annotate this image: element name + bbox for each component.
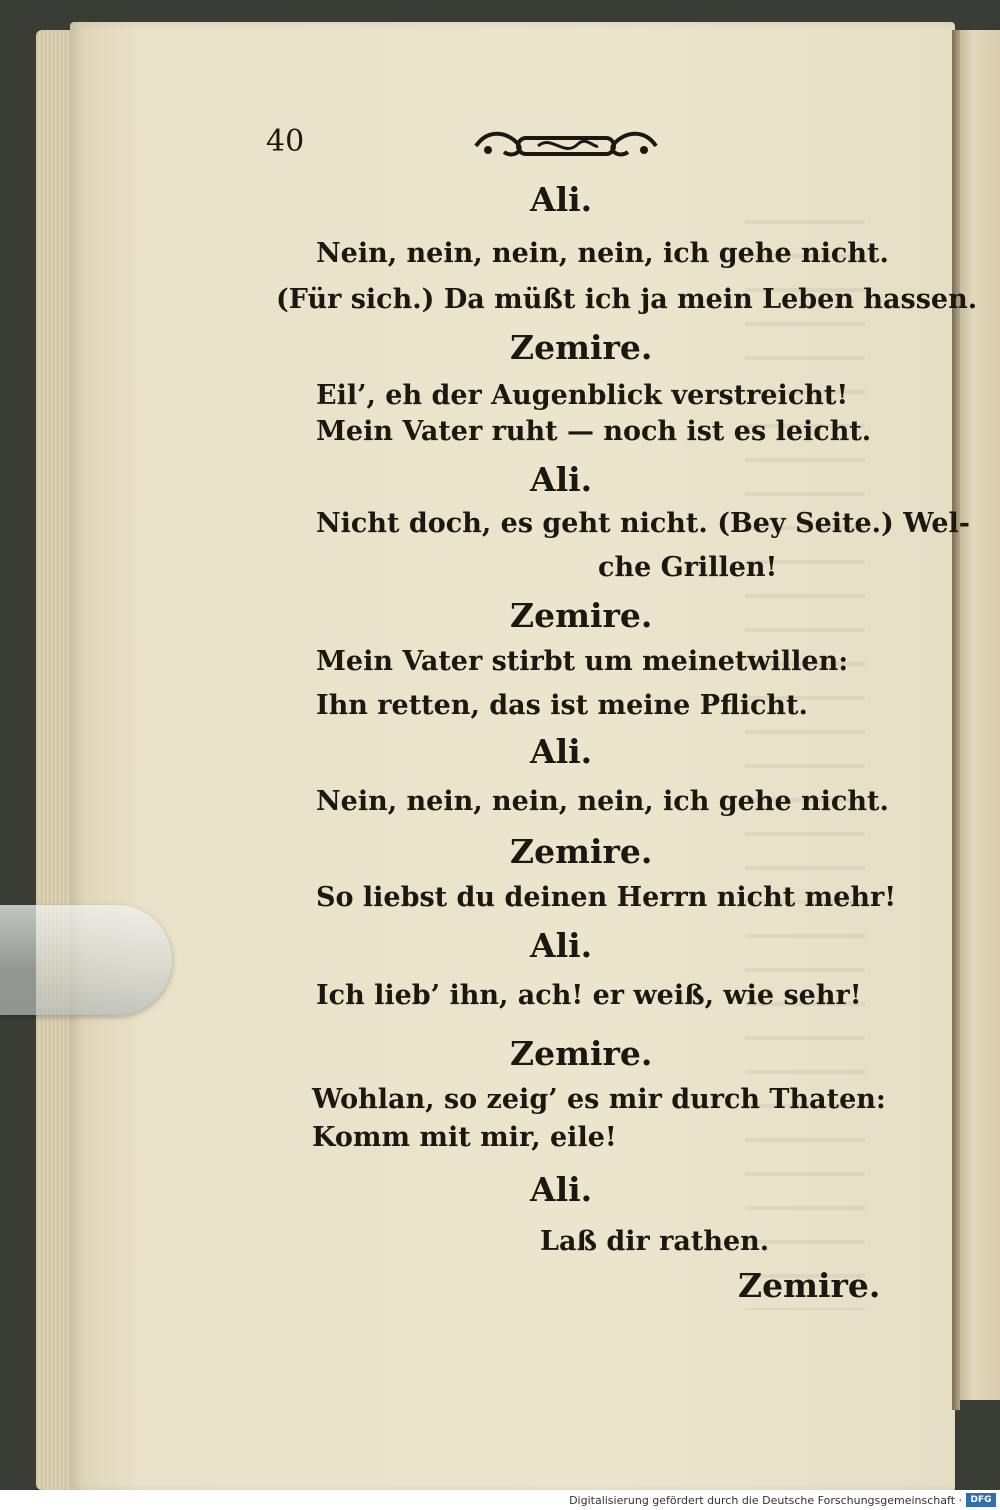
speaker-name: Zemire. <box>510 832 653 871</box>
verse-line: Mein Vater ruht — noch ist es leicht. <box>316 416 872 447</box>
page-number: 40 <box>266 124 305 159</box>
verse-line: Nein, nein, nein, nein, ich gehe nicht. <box>316 238 889 269</box>
verse-line: Wohlan, so zeig’ es mir durch Thaten: <box>312 1084 886 1115</box>
dfg-logo-icon: DFG <box>966 1493 996 1507</box>
footer-bar <box>0 1490 1000 1510</box>
funding-credit: Digitalisierung gefördert durch die Deutsche Forschungsgemeinschaft · <box>569 1494 962 1507</box>
speaker-name: Zemire. <box>510 328 653 367</box>
speaker-name: Ali. <box>530 926 593 965</box>
verse-line: Ich lieb’ ihn, ach! er weiß, wie sehr! <box>316 980 862 1011</box>
verse-line: Nicht doch, es geht nicht. (Bey Seite.) Wel- <box>316 508 970 539</box>
verse-line: Laß dir rathen. <box>540 1226 770 1257</box>
verse-line: Komm mit mir, eile! <box>312 1122 617 1153</box>
page-clip <box>0 905 172 1015</box>
verse-line: Mein Vater stirbt um meinetwillen: <box>316 646 849 677</box>
speaker-name: Ali. <box>530 1170 593 1209</box>
verse-line: Nein, nein, nein, nein, ich gehe nicht. <box>316 786 889 817</box>
speaker-name: Zemire. <box>510 1034 653 1073</box>
speaker-name: Ali. <box>530 180 593 219</box>
verse-line: (Für sich.) Da müßt ich ja mein Leben hassen. <box>276 284 978 315</box>
speaker-name: Zemire. <box>510 596 653 635</box>
verse-line: che Grillen! <box>598 552 778 583</box>
verse-line: Ihn retten, das ist meine Pflicht. <box>316 690 808 721</box>
speaker-name: Ali. <box>530 460 593 499</box>
decorative-vignette-icon <box>468 124 664 168</box>
speaker-name: Ali. <box>530 732 593 771</box>
catchword: Zemire. <box>738 1266 881 1305</box>
verse-line: Eil’, eh der Augenblick verstreicht! <box>316 380 849 411</box>
verse-line: So liebst du deinen Herrn nicht mehr! <box>316 882 897 913</box>
